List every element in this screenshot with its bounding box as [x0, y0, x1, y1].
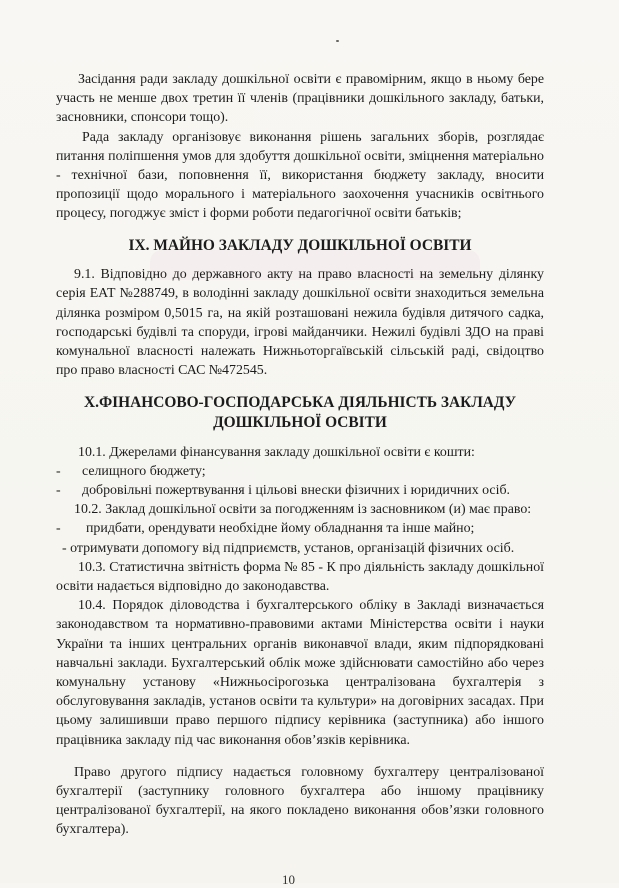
list-item: [56, 519, 544, 538]
section-heading-10: [56, 393, 544, 432]
list-item-text: придбати, орендувати необхідне йому обладнання та інше майно;: [86, 521, 475, 537]
paragraph-10-2: 10.2. Заклад дошкільної освіти за погодженням із засновником (и) має право:: [74, 502, 532, 518]
list-dash: -: [56, 463, 61, 479]
paragraph-gap: [56, 750, 544, 763]
document-body: [56, 70, 544, 840]
page-number: 10: [282, 872, 295, 887]
paragraph-10-1: 10.1. Джерелами фінансування закладу дошкільної освіти є кошти:: [78, 444, 475, 460]
paragraph-10-3: 10.3. Статистична звітність форма № 85 - К про діяльність закладу дошкільної освіти надається відповідно до законодавства.: [56, 559, 544, 595]
paragraph-council-quorum: Засідання ради закладу дошкільної освіти є правомірним, якщо в ньому бере участь не менше двох третин її членів (працівники дошкільного закладу, батьки, засновники, спонсори тощо).: [56, 72, 544, 126]
scan-speck: [336, 40, 339, 42]
list-item-text: добровільні пожертвування і цільові внески фізичних і юридичних осіб.: [82, 483, 510, 499]
list-item-text: селищного бюджету;: [82, 463, 206, 479]
section-heading-10-line2: ДОШКІЛЬНОЇ ОСВІТИ: [213, 414, 387, 432]
paragraph-9-1: 9.1. Відповідно до державного акту на право власності на земельну ділянку серія ЕАТ №288749, в володінні закладу дошкільної освіти знаходиться земельна ділянка розміром 0,5015 га, на якій розташовані нежила будівля дитячого садка, господарські будівлі та споруди, ігрові майданчики. Нежилі будівлі ЗДО на праві комунальної власності належать Нижньоторгаївській сільській раді, свідоцтво про право власності САС №472545.: [56, 267, 544, 379]
section-heading-9: ІХ. МАЙНО ЗАКЛАДУ ДОШКІЛЬНОЇ ОСВІТИ: [128, 236, 472, 254]
section-heading-10-line1: Х.ФІНАНСОВО-ГОСПОДАРСЬКА ДІЯЛЬНІСТЬ ЗАКЛАДУ: [84, 394, 516, 412]
list-item: [56, 462, 544, 481]
list-item-assistance: - отримувати допомогу від підприємств, установ, організацій фізичних осіб.: [62, 540, 515, 556]
paragraph-second-signature: Право другого підпису надається головному бухгалтеру централізованої бухгалтерії (заступнику головного бухгалтера або іншому працівнику централізованої бухгалтерії, на якого покладено виконання обов’язки головного бухгалтера).: [56, 764, 544, 838]
list-dash: -: [56, 483, 61, 499]
paragraph-10-4: 10.4. Порядок діловодства і бухгалтерського обліку в Закладі визначається законодавством та нормативно-правовими актами Міністерства освіти і науки України та інших центральних органів виконавчої влади, яким підпорядковані навчальні заклади. Бухгалтерський облік може здійснювати самостійно або через комунальну установу «Нижньосірогозька централізована бухгалтерія з обслуговування закладів, установ освіти та культури» на договірних засадах. При цьому залишивши право першого підпису керівника (заступника) або іншого працівника закладу під час виконання обов’язків керівника.: [56, 598, 544, 748]
list-dash: -: [56, 521, 61, 537]
list-item: [56, 481, 544, 500]
paragraph-council-duties: Рада закладу організовує виконання рішень загальних зборів, розглядає питання поліпшення умов для здобуття дошкільної освіти, зміцнення матеріально - технічної бази, поповнення її, використання бюджету закладу, вносити пропозиції щодо морального і матеріального заохочення учасників освітнього процесу, погоджує зміст і форми роботи педагогічної освіти батьків;: [56, 129, 544, 222]
